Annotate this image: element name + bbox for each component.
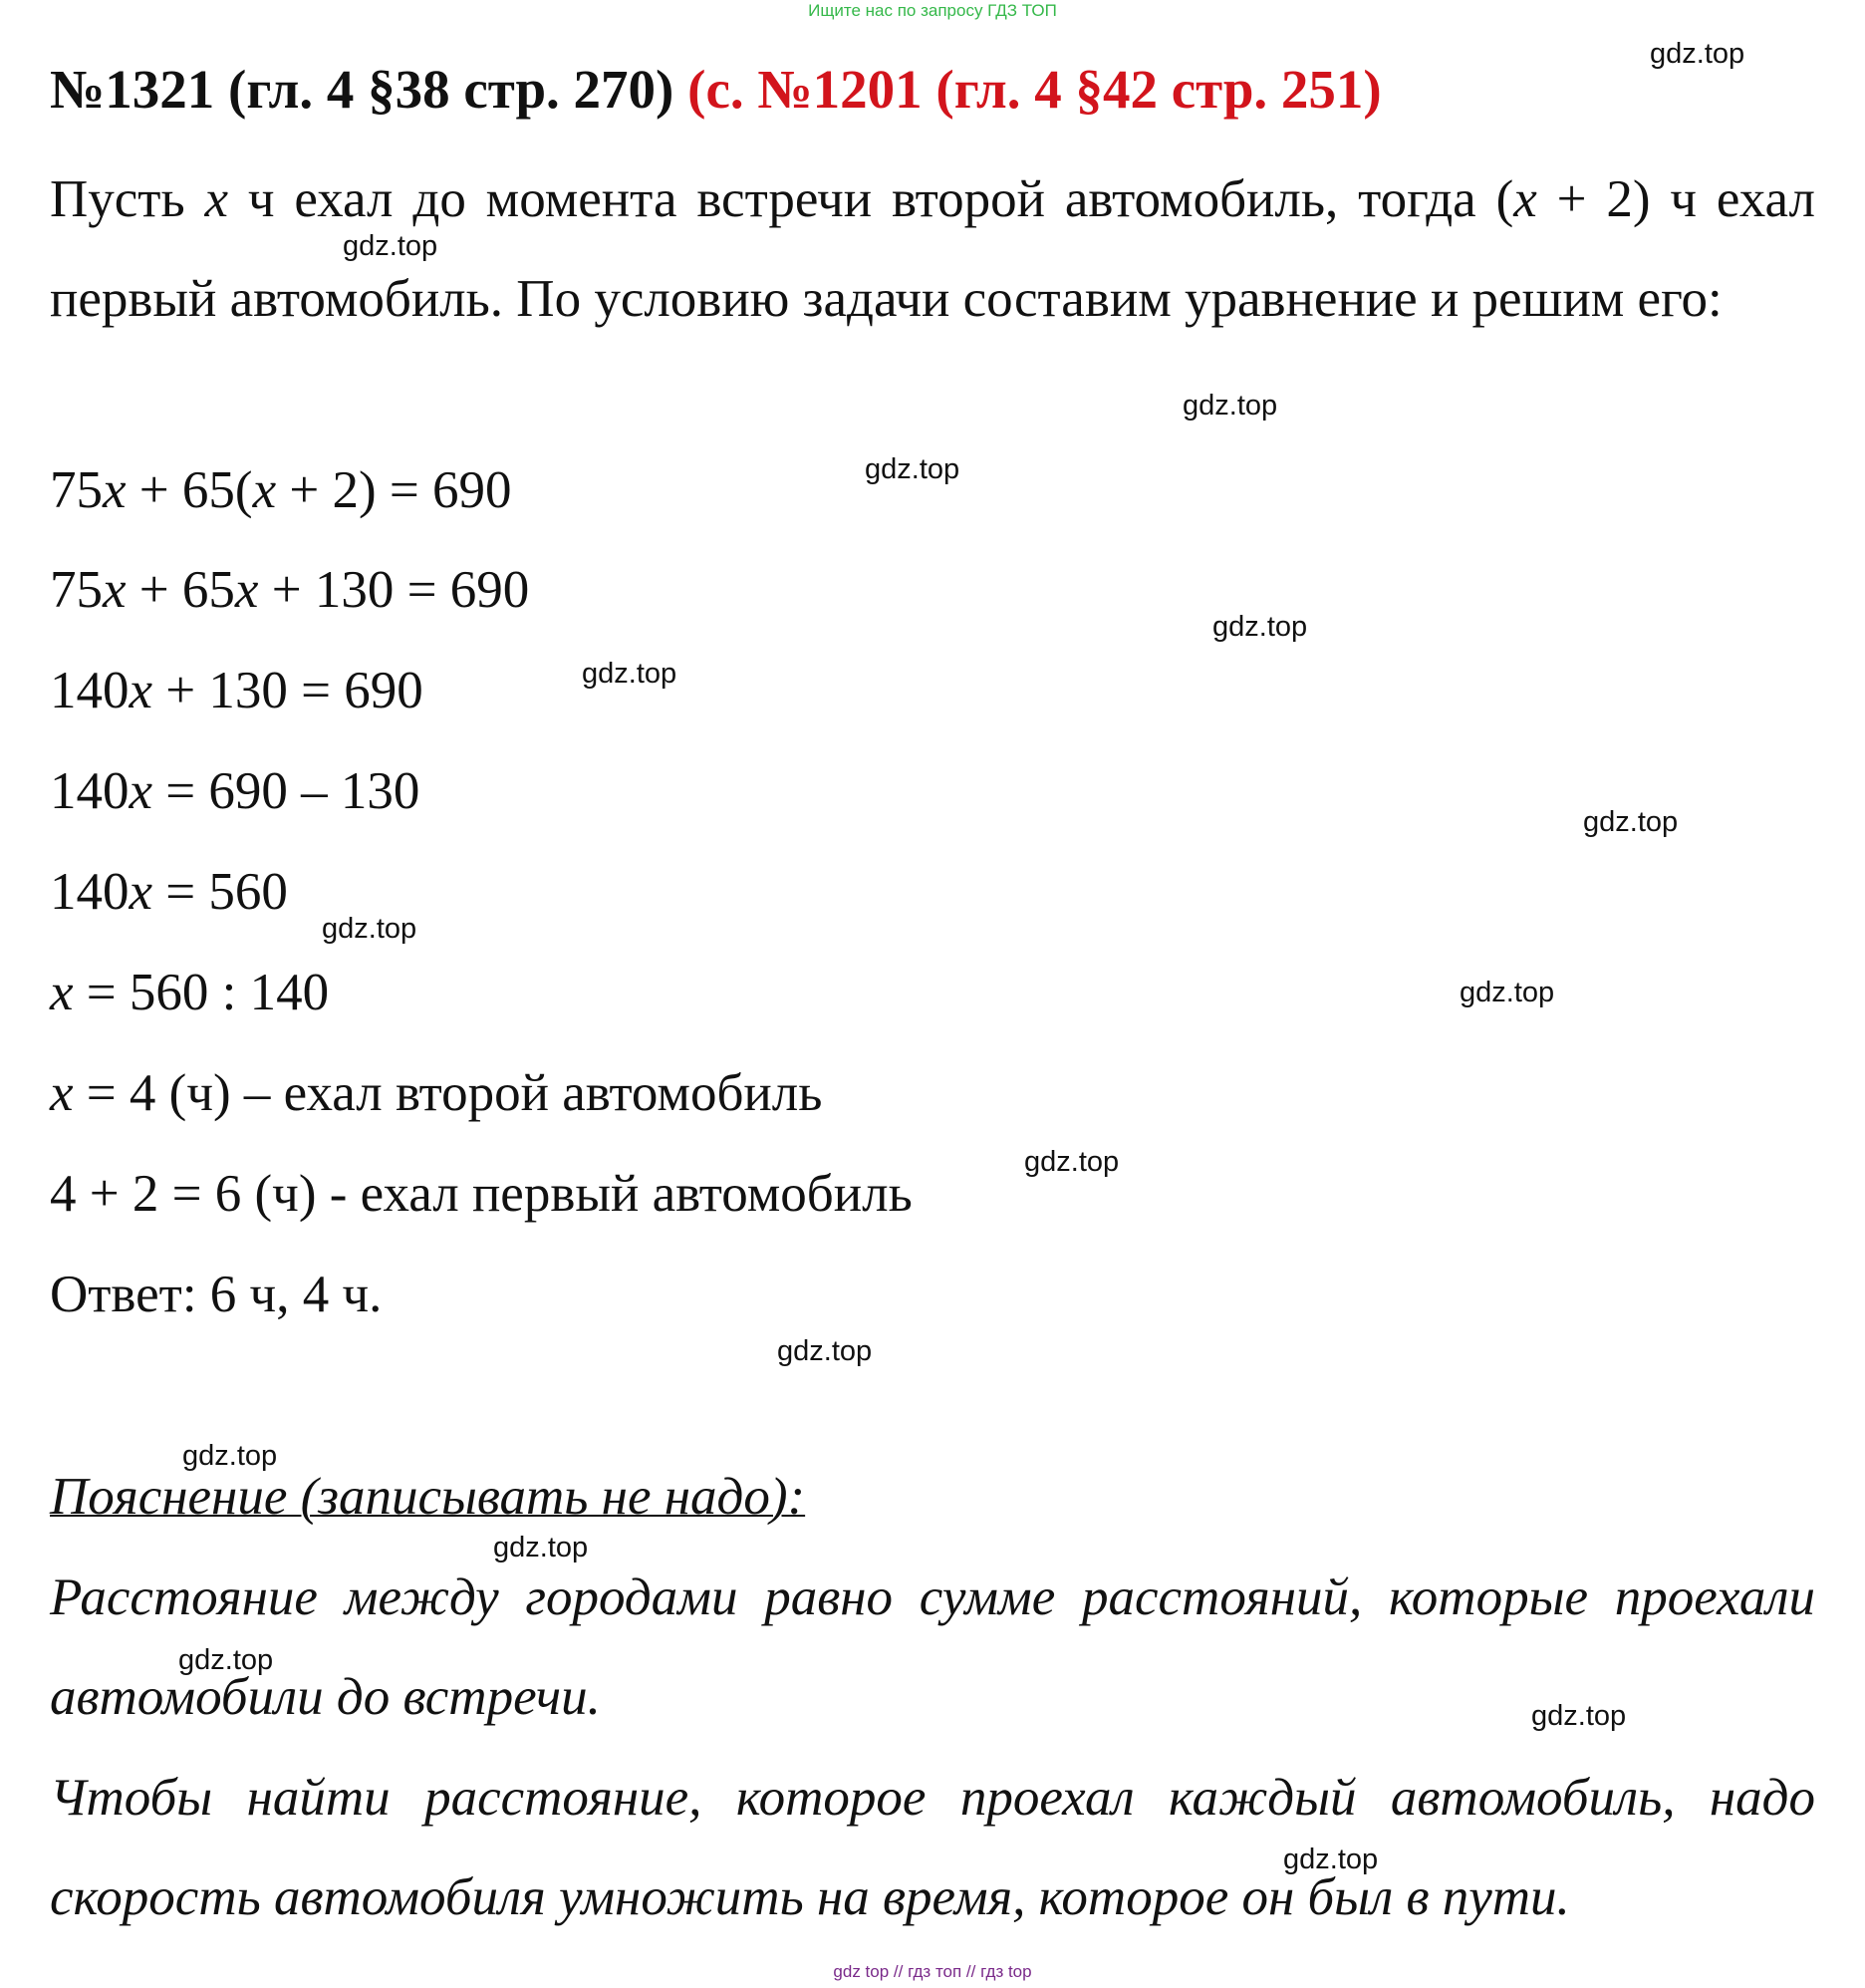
watermark: gdz.top — [1650, 38, 1745, 70]
watermark: gdz.top — [178, 1644, 274, 1676]
watermark: gdz.top — [777, 1335, 873, 1367]
watermark: gdz.top — [582, 658, 677, 690]
top-banner: Ищите нас по запросу ГДЗ ТОП — [808, 1, 1057, 20]
watermark: gdz.top — [1531, 1700, 1627, 1732]
explanation-paragraph-1: Расстояние между городами равно сумме расстояний, которые проехали автомобили до встречи. — [50, 1568, 1815, 1726]
equation-step-7: x = 4 (ч) – ехал второй автомобиль — [50, 1064, 823, 1122]
equation-step-2: 75x + 65x + 130 = 690 — [50, 561, 530, 619]
equation-step-3: 140x + 130 = 690 — [50, 662, 423, 719]
watermark: gdz.top — [1460, 977, 1555, 1008]
equation-step-6: x = 560 : 140 — [50, 964, 330, 1021]
title-alt: (с. №1201 (гл. 4 §42 стр. 251) — [687, 59, 1382, 120]
watermark: gdz.top — [865, 453, 960, 485]
footer-links: gdz top // гдз топ // гдз top — [833, 1962, 1032, 1981]
answer-line: Ответ: 6 ч, 4 ч. — [50, 1266, 383, 1323]
equation-step-1: 75x + 65(x + 2) = 690 — [50, 461, 512, 519]
intro-paragraph: Пусть x ч ехал до момента встречи второй автомобиль, тогда (x + 2) ч ехал первый автомобиль. По условию задачи составим уравнение и решим его: — [50, 170, 1815, 328]
equation-step-5: 140x = 560 — [50, 863, 288, 921]
watermark: gdz.top — [1583, 806, 1679, 838]
watermark: gdz.top — [1024, 1146, 1120, 1178]
watermark: gdz.top — [493, 1532, 589, 1563]
watermark: gdz.top — [1212, 611, 1308, 643]
problem-title — [50, 58, 1382, 121]
equation-step-4: 140x = 690 – 130 — [50, 762, 420, 820]
explanation-heading: Пояснение (записывать не надо): — [50, 1468, 806, 1526]
watermark: gdz.top — [343, 230, 438, 262]
watermark: gdz.top — [322, 913, 417, 945]
watermark: gdz.top — [182, 1440, 278, 1472]
explanation-paragraph-2: Чтобы найти расстояние, которое проехал каждый автомобиль, надо скорость автомобиля умножить на время, которое он был в пути. — [50, 1769, 1815, 1926]
watermark: gdz.top — [1183, 390, 1278, 422]
equation-step-8: 4 + 2 = 6 (ч) - ехал первый автомобиль — [50, 1165, 913, 1223]
title-main: №1321 (гл. 4 §38 стр. 270) — [50, 59, 674, 120]
watermark: gdz.top — [1283, 1844, 1379, 1875]
